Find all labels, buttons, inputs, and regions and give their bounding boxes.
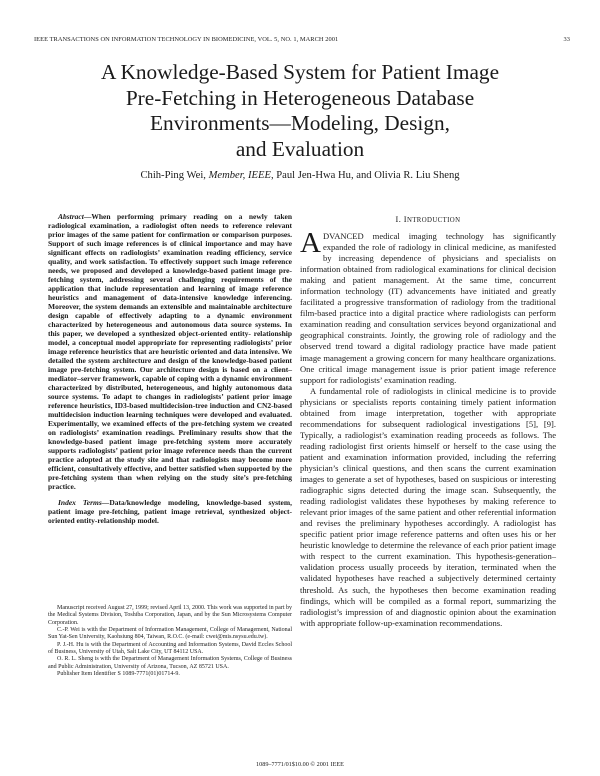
page-number: 33 bbox=[563, 36, 570, 43]
footnote: Manuscript received August 27, 1999; revised April 13, 2000. This work was supported in part by the Medical Systems Division, Toshiba Corporation, Japan, and by the Sun Microsystems Computer Corporation. bbox=[48, 605, 292, 626]
title-line: Environments—Modeling, Design, bbox=[150, 111, 450, 135]
abstract bbox=[48, 212, 292, 525]
footnote: P. J.-H. Hu is with the Department of Accounting and Information Systems, David Eccles School of Business, University of Utah, Salt Lake City, UT 84112 USA. bbox=[48, 641, 292, 656]
lead-word: DVANCED bbox=[322, 231, 364, 241]
footnotes bbox=[48, 605, 292, 678]
footnote: C.-P. Wei is with the Department of Information Management, College of Management, National Sun Yat-Sen University, Kaohsiung 804, Taiwan, R.O.C. (e-mail: cwei@mis.nsysu.edu.tw). bbox=[48, 627, 292, 641]
title-line: and Evaluation bbox=[235, 136, 365, 161]
author-list bbox=[30, 170, 570, 181]
section-heading: I. INTRODUCTION bbox=[395, 215, 461, 224]
paragraph bbox=[300, 227, 556, 386]
index-terms-label: Index Terms— bbox=[58, 498, 110, 507]
paper-title bbox=[30, 60, 570, 162]
abstract-label: Abstract— bbox=[58, 212, 92, 221]
copyright-footer: 1089–7771/01$10.00 © 2001 IEEE bbox=[256, 761, 344, 768]
footnote: Publisher Item Identifier S 1089-7771(01)01714-9. bbox=[57, 671, 180, 678]
title-line: Pre-Fetching in Heterogeneous Database bbox=[125, 85, 475, 110]
author-name: Chih-Ping Wei, bbox=[140, 170, 209, 181]
paragraph: A fundamental role of radiologists in clinical medicine is to provide physicians or specialists reports containing timely patient information obtained from image interpretation, together with appropriate recommendations for subsequent radiological investigations [5], [9]. Typically, a radiologist’s examination reading proceeds as follows. The reading radiologist first orients himself or herself to the case using the patient and examination information provided, including the referring physician’s clinical questions, and then scans the current examination images to generate a set of hypotheses, based on suspicious or interesting radiographic signs detected during the image scan. Subsequently, the reading radiologist validates these hypotheses by making reference to relevant prior images of the same patient and other referential information and revises the preliminary hypotheses accordingly. A radiologist has specific patient prior image reference patterns and often uses his or her heuristic knowledge to determine the relevance of each prior patient image with respect to the current examination. This hypothesis-generation–validation process usually proceeds by iteration, terminated when the validated hypotheses have reached a subjectively determined certainty threshold. As such, the hypotheses then become examination reading findings, which will be compiled as a formal report, summarizing the radiologist’s impression of and diagnostic opinion about the examination with appropriate follow-up-examination recommendations. bbox=[300, 385, 556, 628]
author-names-rest: , Paul Jen-Hwa Hu, and Olivia R. Liu Sheng bbox=[270, 170, 460, 181]
author-membership: Member, IEEE bbox=[208, 170, 271, 181]
left-column bbox=[48, 212, 292, 525]
intro-body bbox=[300, 227, 556, 629]
index-terms-text: Data/knowledge modeling, knowledge-based system, patient image pre-fetching, patient image retrieval, synthesized object-oriented entity-relationship model. bbox=[48, 498, 292, 525]
title-line: A Knowledge-Based System for Patient Image bbox=[100, 60, 500, 84]
abstract-text: When performing primary reading on a newly taken radiological examination, a radiologist often needs to reference relevant prior images of the same patient for confirmation or comparison purposes. Support of such image references is of clinical importance and may have significant effects on radiologists’ examination reading efficiency, service quality, and work satisfaction. To effectively support such image reference needs, we proposed and developed a knowledge-based patient image pre-fetching system, addressing several challenging requirements of the application that include representation and learning of image reference heuristics and management of data-intensive knowledge inferencing. Moreover, the system demands an extensible and maintainable architecture design capable of effectively adapting to a dynamic environment characterized by heterogeneous and autonomous data source systems. In this paper, we developed a synthesized object-oriented entity- relationship model, a conceptual model appropriate for representing radiologists’ prior image reference heuristics that are heuristic oriented and data intensive. We detailed the system architecture and design of the knowledge-based patient image pre-fetching system. Our architecture design is based on a client–mediator–server framework, capable of coping with a dynamic environment characterized by distributed, heterogeneous, and highly autonomous data source systems. To adapt to changes in radiologists’ patient prior image reference heuristics, ID3-based multidecision-tree induction and CN2-based multidecision induction learning techniques were developed and evaluated. Experimentally, we examined effects of the pre-fetching system we created on radiologists’ examination readings. Preliminary results show that the knowledge-based patient image pre-fetching system more accurately supports radiologists’ patient prior image reference needs than the current practice adopted at the study site and that radiologists may become more efficient, consultatively effective, and better satisfied when supported by the pre-fetching system than when relying on the study site’s pre-fetching practice. bbox=[48, 212, 292, 491]
footnote: O. R. L. Sheng is with the Department of Management Information Systems, College of Business and Public Administration, University of Arizona, Tucson, AZ 85721 USA. bbox=[48, 656, 292, 670]
running-head bbox=[34, 36, 570, 43]
right-column bbox=[300, 212, 556, 629]
drop-cap: A bbox=[300, 227, 321, 259]
paragraph-text: medical imaging technology has significantly expanded the role of radiology in clinical medicine, as manifested by increasing dependence of physicians and specialists on information obtained from radiological examinations for clinical decision making and patient management. At the same time, concurrent information technology (IT) advancements have initiated and greatly facilitated a progressive transformation of radiology from the traditional film-based practice into a digital practice where radiologists can perform examination reading and consultation services beyond organizational and geographical constraints. Jointly, the growing role of radiology and the observed trend toward a digital radiology practice have made patient image management a growing concern for many healthcare organizations. One critical image management issue is prior patient image reference support for radiologists’ examination reading. bbox=[300, 231, 556, 385]
journal-header: IEEE TRANSACTIONS ON INFORMATION TECHNOLOGY IN BIOMEDICINE, VOL. 5, NO. 1, MARCH 2001 bbox=[34, 36, 339, 43]
